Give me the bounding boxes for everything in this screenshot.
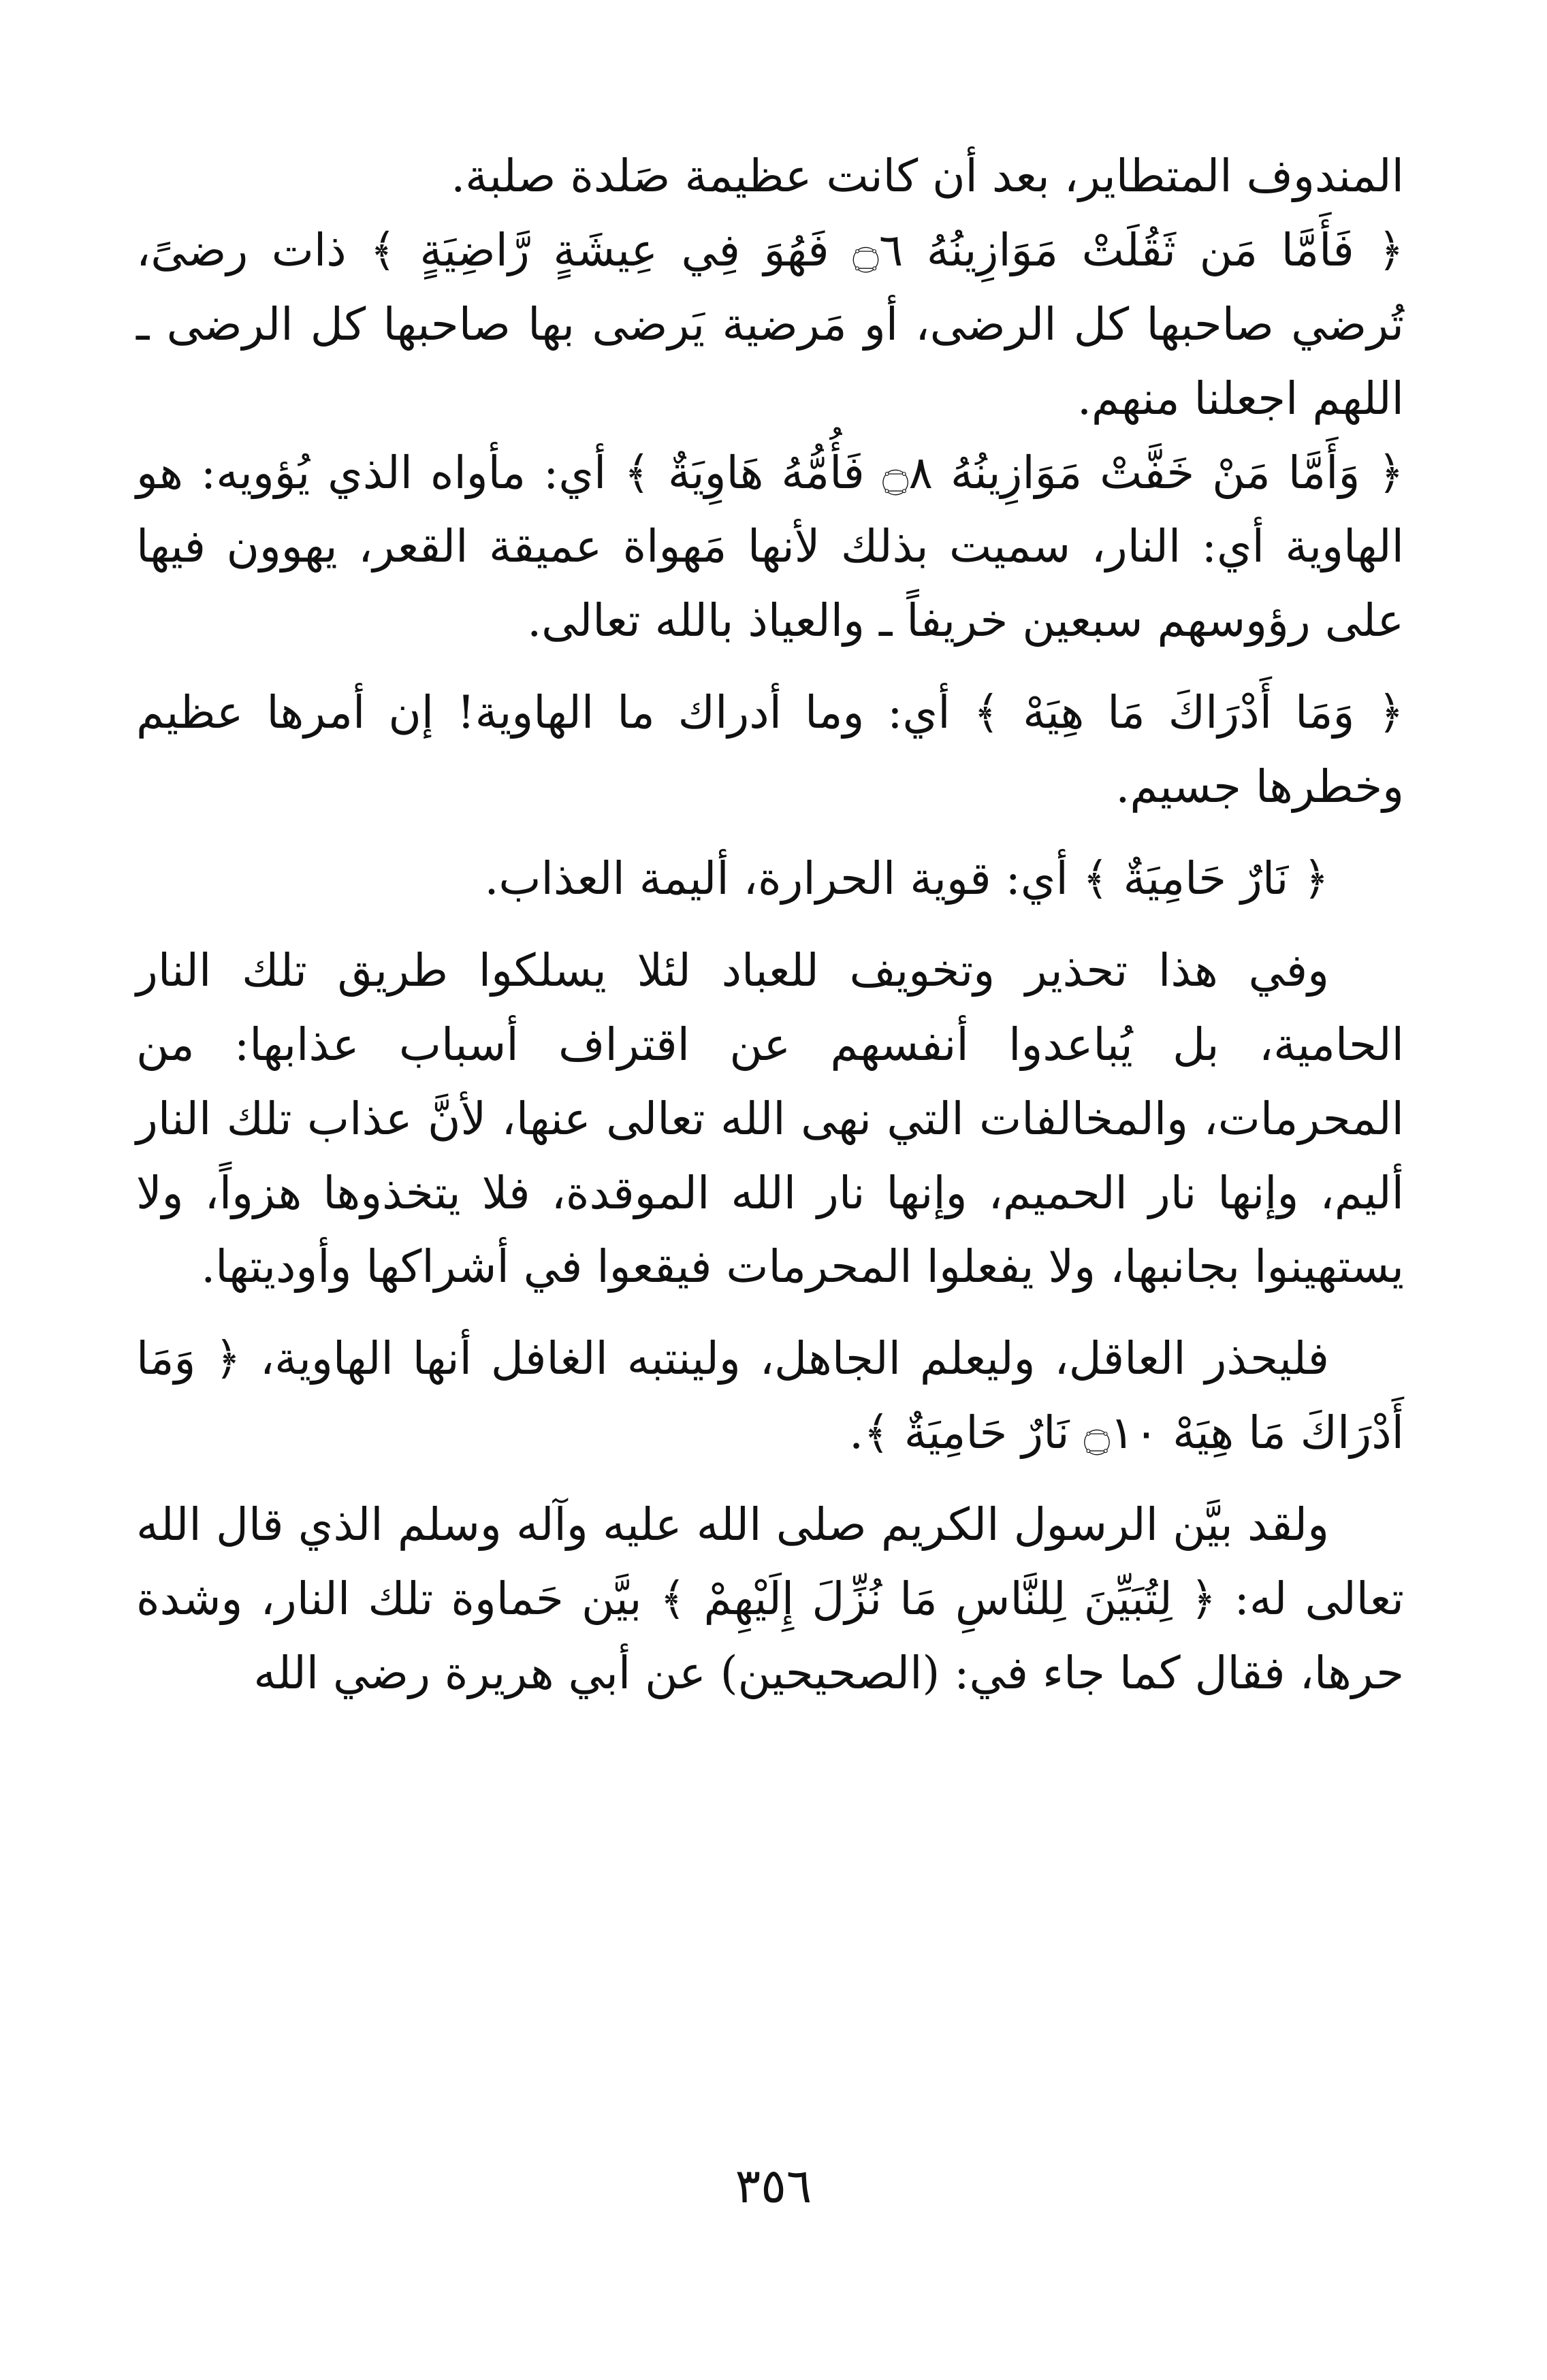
paragraph-4: ﴿ وَمَا أَدْرَاكَ مَا هِيَهْ ﴾ أي: وما أدراك ما الهاوية! إن أمرها عظيم وخطرها جسيم. [136,686,1404,814]
paragraph-1: المندوف المتطاير، بعد أن كانت عظيمة صَلدة صلبة. [451,150,1404,202]
body-text [136,140,1404,1711]
paragraph-2: ﴿ فَأَمَّا مَن ثَقُلَتْ مَوَازِينُهُ ۝٦ فَهُوَ فِي عِيشَةٍ رَّاضِيَةٍ ﴾ ذات رضىً، تُرضي صاحبها كل الرضى، أو مَرضية يَرضى بها صاحبها كل الرضى ـ اللهم اجعلنا منهم. [136,223,1404,425]
paragraph-5: ﴿ نَارٌ حَامِيَةٌ ﴾ أي: قوية الحرارة، أليمة العذاب. [484,852,1329,905]
paragraph-3: ﴿ وَأَمَّا مَنْ خَفَّتْ مَوَازِينُهُ ۝٨ فَأُمُّهُ هَاوِيَةٌ ﴾ أي: مأواه الذي يُؤويه: هو الهاوية أي: النار، سميت بذلك لأنها مَهواة عميقة القعر، يهوون فيها على رؤوسهم سبعين خريفاً ـ والعياذ بالله تعالى. [136,446,1405,647]
paragraph-8: ولقد بيَّن الرسول الكريم صلى الله عليه وآله وسلم الذي قال الله تعالى له: ﴿ لِتُبَيِّنَ لِلنَّاسِ مَا نُزِّلَ إِلَيْهِمْ ﴾ بيَّن حَماوة تلك النار، وشدة حرها، فقال كما جاء في: (الصحيحين) عن أبي هريرة رضي الله [136,1498,1404,1699]
page-number: ٣٥٦ [735,2158,812,2214]
paragraph-6: وفي هذا تحذير وتخويف للعباد لئلا يسلكوا طريق تلك النار الحامية، بل يُباعدوا أنفسهم عن اقتراف أسباب عذابها: من المحرمات، والمخالفات التي نهى الله تعالى عنها، لأنَّ عذاب تلك النار أليم، وإنها نار الحميم، وإنها نار الله الموقدة، فلا يتخذوها هزواً، ولا يستهينوا بجانبها، ولا يفعلوا المحرمات فيقعوا في أشراكها وأوديتها. [136,944,1404,1293]
paragraph-7: فليحذر العاقل، وليعلم الجاهل، ولينتبه الغافل أنها الهاوية، ﴿ وَمَا أَدْرَاكَ مَا هِيَهْ ۝١٠ نَارٌ حَامِيَةٌ ﴾. [136,1332,1404,1460]
